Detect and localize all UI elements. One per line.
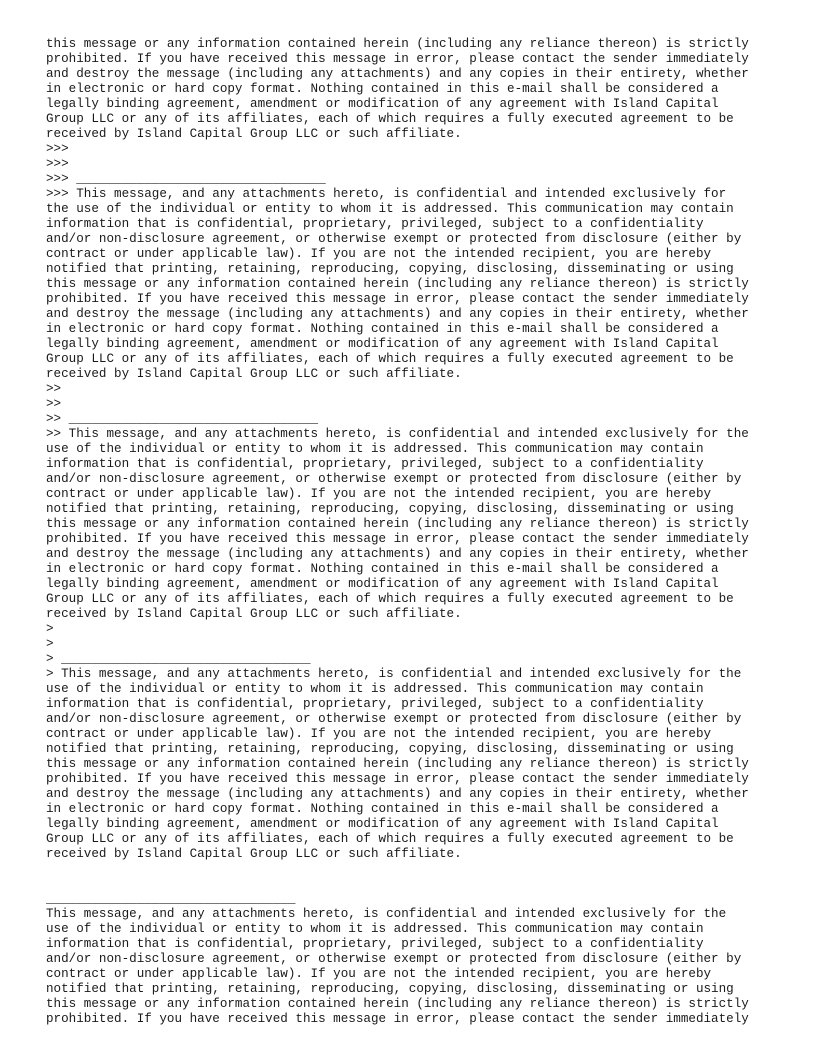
- document-line: contract or under applicable law). If you are not the intended recipient, you are hereby: [46, 727, 712, 741]
- document-line: notified that printing, retaining, reproducing, copying, disclosing, disseminating or using: [46, 262, 734, 276]
- document-line: >> _________________________________: [46, 412, 319, 426]
- document-line: information that is confidential, proprietary, privileged, subject to a confidentiality: [46, 457, 704, 471]
- document-line: contract or under applicable law). If you are not the intended recipient, you are hereby: [46, 967, 712, 981]
- document-line: this message or any information contained herein (including any reliance thereon) is strictly: [46, 757, 749, 771]
- document-line: this message or any information contained herein (including any reliance thereon) is strictly: [46, 997, 749, 1011]
- document-line: >> This message, and any attachments hereto, is confidential and intended exclusively for the: [46, 427, 749, 441]
- document-line: in electronic or hard copy format. Nothing contained in this e-mail shall be considered a: [46, 802, 719, 816]
- document-line: in electronic or hard copy format. Nothing contained in this e-mail shall be considered a: [46, 82, 719, 96]
- document-line: and destroy the message (including any attachments) and any copies in their entirety, whether: [46, 787, 749, 801]
- document-line: notified that printing, retaining, reproducing, copying, disclosing, disseminating or using: [46, 982, 734, 996]
- document-line: information that is confidential, proprietary, privileged, subject to a confidentiality: [46, 697, 704, 711]
- document-line: prohibited. If you have received this message in error, please contact the sender immediately: [46, 52, 749, 66]
- document-line: >>> _________________________________: [46, 172, 326, 186]
- document-line: [46, 862, 786, 877]
- document-line: prohibited. If you have received this message in error, please contact the sender immediately: [46, 292, 749, 306]
- document-line: and destroy the message (including any attachments) and any copies in their entirety, whether: [46, 307, 749, 321]
- document-line: received by Island Capital Group LLC or such affiliate.: [46, 847, 462, 861]
- document-line: this message or any information contained herein (including any reliance thereon) is strictly: [46, 37, 749, 51]
- document-line: legally binding agreement, amendment or modification of any agreement with Island Capital: [46, 577, 719, 591]
- document-line: and/or non-disclosure agreement, or otherwise exempt or protected from disclosure (either by: [46, 472, 742, 486]
- document-line: >>: [46, 397, 62, 411]
- document-line: prohibited. If you have received this message in error, please contact the sender immediately: [46, 532, 749, 546]
- document-line: and/or non-disclosure agreement, or otherwise exempt or protected from disclosure (either by: [46, 232, 742, 246]
- document-line: >>> This message, and any attachments hereto, is confidential and intended exclusively for: [46, 187, 727, 201]
- document-line: received by Island Capital Group LLC or such affiliate.: [46, 127, 462, 141]
- document-line: prohibited. If you have received this message in error, please contact the sender immediately: [46, 1012, 749, 1026]
- document-line: >>: [46, 382, 62, 396]
- document-line: This message, and any attachments hereto, is confidential and intended exclusively for the: [46, 907, 727, 921]
- document-line: [46, 877, 786, 892]
- document-line: notified that printing, retaining, reproducing, copying, disclosing, disseminating or using: [46, 502, 734, 516]
- document-line: and/or non-disclosure agreement, or otherwise exempt or protected from disclosure (either by: [46, 952, 742, 966]
- document-line: Group LLC or any of its affiliates, each of which requires a fully executed agreement to be: [46, 352, 734, 366]
- email-document-body: [46, 37, 786, 1027]
- document-line: >>>: [46, 157, 69, 171]
- document-line: received by Island Capital Group LLC or such affiliate.: [46, 607, 462, 621]
- document-line: use of the individual or entity to whom it is addressed. This communication may contain: [46, 682, 704, 696]
- document-line: _________________________________: [46, 892, 296, 906]
- document-line: use of the individual or entity to whom it is addressed. This communication may contain: [46, 442, 704, 456]
- document-line: >: [46, 637, 54, 651]
- document-line: Group LLC or any of its affiliates, each of which requires a fully executed agreement to be: [46, 832, 734, 846]
- document-line: and/or non-disclosure agreement, or otherwise exempt or protected from disclosure (either by: [46, 712, 742, 726]
- document-line: information that is confidential, proprietary, privileged, subject to a confidentiality: [46, 937, 704, 951]
- document-line: information that is confidential, proprietary, privileged, subject to a confidentiality: [46, 217, 704, 231]
- document-line: this message or any information contained herein (including any reliance thereon) is strictly: [46, 277, 749, 291]
- document-line: contract or under applicable law). If you are not the intended recipient, you are hereby: [46, 487, 712, 501]
- document-line: notified that printing, retaining, reproducing, copying, disclosing, disseminating or using: [46, 742, 734, 756]
- document-line: legally binding agreement, amendment or modification of any agreement with Island Capital: [46, 817, 719, 831]
- document-line: > This message, and any attachments hereto, is confidential and intended exclusively for the: [46, 667, 742, 681]
- document-line: in electronic or hard copy format. Nothing contained in this e-mail shall be considered a: [46, 322, 719, 336]
- document-line: use of the individual or entity to whom it is addressed. This communication may contain: [46, 922, 704, 936]
- document-line: >>>: [46, 142, 69, 156]
- document-line: Group LLC or any of its affiliates, each of which requires a fully executed agreement to be: [46, 112, 734, 126]
- document-line: in electronic or hard copy format. Nothing contained in this e-mail shall be considered a: [46, 562, 719, 576]
- document-line: this message or any information contained herein (including any reliance thereon) is strictly: [46, 517, 749, 531]
- document-line: prohibited. If you have received this message in error, please contact the sender immediately: [46, 772, 749, 786]
- document-line: > _________________________________: [46, 652, 311, 666]
- document-line: legally binding agreement, amendment or modification of any agreement with Island Capital: [46, 97, 719, 111]
- document-line: >: [46, 622, 54, 636]
- document-line: received by Island Capital Group LLC or such affiliate.: [46, 367, 462, 381]
- document-line: and destroy the message (including any attachments) and any copies in their entirety, whether: [46, 67, 749, 81]
- document-line: the use of the individual or entity to whom it is addressed. This communication may contain: [46, 202, 734, 216]
- document-line: contract or under applicable law). If you are not the intended recipient, you are hereby: [46, 247, 712, 261]
- document-line: and destroy the message (including any attachments) and any copies in their entirety, whether: [46, 547, 749, 561]
- document-line: legally binding agreement, amendment or modification of any agreement with Island Capital: [46, 337, 719, 351]
- document-line: Group LLC or any of its affiliates, each of which requires a fully executed agreement to be: [46, 592, 734, 606]
